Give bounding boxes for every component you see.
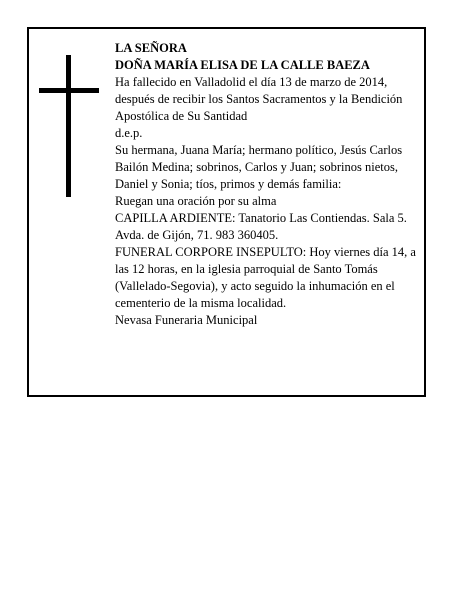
family-list: Su hermana, Juana María; hermano político, Jesús Carlos Bailón Medina; sobrinos, Carlos y Juan; sobrinos nietos, Daniel y Sonia; tíos, primos y demás familia:: [115, 143, 403, 191]
funeral-home: Nevasa Funeraria Municipal: [115, 313, 258, 327]
cross-vertical-bar: [66, 55, 71, 197]
prayer-request: Ruegan una oración por su alma: [115, 194, 277, 208]
chapel-info: CAPILLA ARDIENTE: Tanatorio Las Contiendas. Sala 5. Avda. de Gijón, 71. 983 360405.: [115, 211, 407, 242]
deceased-name: DOÑA MARÍA ELISA DE LA CALLE BAEZA: [115, 58, 370, 72]
funeral-info: FUNERAL CORPORE INSEPULTO: Hoy viernes día 14, a las 12 horas, en la iglesia parroquial de Santo Tomás (Vallelado-Segovia), y acto seguido la inhumación en el cementerio de la misma localidad.: [115, 245, 416, 310]
latin-cross-icon: [39, 55, 99, 197]
obituary-notice: [27, 27, 426, 397]
cross-horizontal-bar: [39, 88, 99, 93]
rip-abbreviation: d.e.p.: [115, 126, 143, 140]
notice-title: LA SEÑORA: [115, 41, 187, 55]
notice-text-block: [115, 40, 421, 329]
death-statement: Ha fallecido en Valladolid el día 13 de marzo de 2014, después de recibir los Santos Sacramentos y la Bendición Apostólica de Su Santidad: [115, 75, 403, 123]
